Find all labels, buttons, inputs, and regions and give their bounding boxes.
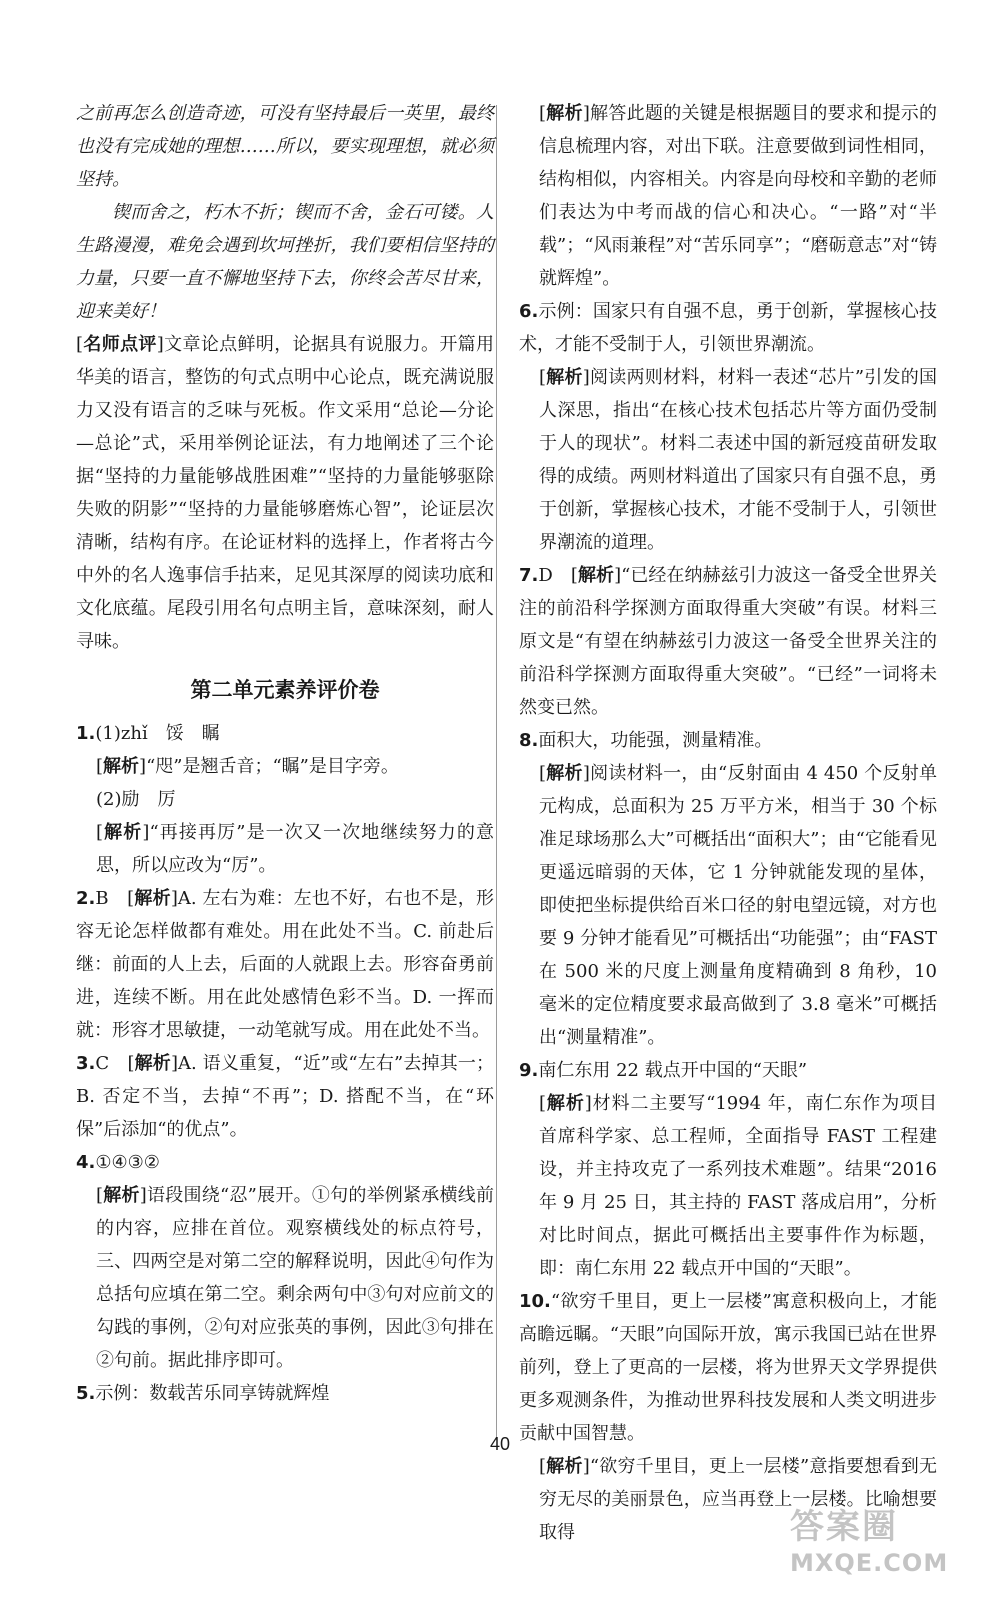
explanation-text: 阅读两则材料，材料一表述“芯片”引发的国人深思，指出“在核心技术包括芯片等方面仍受制于人的现状”。材料二表述中国的新冠疫苗研发取得的成绩。两则材料道出了国家只有自强不息，勇于创新，掌握核心技术，才能不受制于人，引领世界潮流的道理。	[539, 367, 938, 553]
explanation-text: 材料二主要写“1994 年，南仁东作为项目首席科学家、总工程师，全面指导 FAST 工程建设，并主持攻克了一系列技术难题”。结果“2016 年 9 月 25 日，其主持的 FAST 落成启用”，分析对比时间点，据此可概括出主要事件作为标题，即：南仁东用 22 载点开中国的“天眼”。	[539, 1093, 937, 1279]
explanation-label: 解析	[103, 822, 143, 843]
essay-paragraph: 之前再怎么创造奇迹，可没有坚持最后一英里，最终也没有完成她的理想……所以，要实现理想，就必须坚持。	[76, 103, 494, 190]
question-5-explanation: [解析]解答此题的关键是根据题目的要求和提示的信息梳理内容，对出下联。注意要做到词性相同，结构相似，内容相关。内容是向母校和辛勤的老师们表达为中考而战的信心和决心。“一路”对“半载”；“风雨兼程”对“苦乐同享”；“磨砺意志”对“铸就辉煌”。	[539, 103, 938, 289]
section-title: 第二单元素养评价卷	[190, 678, 380, 702]
question-10-explanation: [解析]“欲穷千里目，更上一层楼”意指要想看到无穷无尽的美丽景色，应当再登上一层楼。比喻想要取得	[539, 1456, 938, 1543]
teacher-comment: [名师点评]文章论点鲜明，论据具有说服力。开篇用华美的语言，整饬的句式点明中心论点，既充满说服力又没有语言的乏味与死板。作文采用“总论—分论—总论”式，采用举例论证法，有力地阐述了三个论据“坚持的力量能够战胜困难”“坚持的力量能够驱除失败的阴影”“坚持的力量能够磨炼心智”，论证层次清晰，结构有序。在论证材料的选择上，作者将古今中外的名人逸事信手拈来，足见其深厚的阅读功底和文化底蕴。尾段引用名句点明主旨，意味深刻，耐人寻味。	[76, 334, 495, 652]
answer-text: 示例：数载苦乐同享铸就辉煌	[95, 1383, 330, 1404]
question-9-explanation: [解析]材料二主要写“1994 年，南仁东作为项目首席科学家、总工程师，全面指导 FAST 工程建设，并主持攻克了一系列技术难题”。结果“2016 年 9 月 25 日，其主持的 FAST 落成启用”，分析对比时间点，据此可概括出主要事件作为标题，即：南仁东用 22 载点开中国的“天眼”。	[539, 1093, 937, 1279]
explanation-label: 解析	[134, 888, 171, 909]
question-number: 10.	[519, 1291, 551, 1312]
question-1-explanation-2: [解析]“再接再厉”是一次又一次地继续努力的意思，所以应改为“厉”。	[96, 822, 495, 876]
answer-text: (1)zhǐ 馁 瞩	[95, 723, 220, 744]
explanation-text: “已经在纳赫兹引力波这一备受全世界关注的前沿科学探测方面取得重大突破”有误。材料三原文是“有望在纳赫兹引力波这一备受全世界关注的前沿科学探测方面取得重大突破”。“已经”一词将未然变已然。	[519, 565, 938, 718]
explanation-text: “再接再厉”是一次又一次地继续努力的意思，所以应改为“厉”。	[96, 822, 495, 876]
page-number: 40	[489, 1434, 511, 1454]
question-4-answer	[76, 1146, 494, 1179]
column-divider	[496, 105, 497, 1440]
answer-text: B	[95, 888, 109, 909]
explanation-text: “欲穷千里目，更上一层楼”意指要想看到无穷无尽的美丽景色，应当再登上一层楼。比喻想要取得	[539, 1456, 938, 1543]
question-number: 5.	[76, 1383, 96, 1404]
question-number: 9.	[519, 1060, 539, 1081]
question-3: 3.C [解析]A. 语义重复，“近”或“左右”去掉其一；B. 否定不当，去掉“不再”；D. 搭配不当，在“环保”后添加“的优点”。	[76, 1053, 495, 1140]
explanation-label: 解析	[577, 565, 615, 586]
explanation-label: 解析	[103, 1185, 140, 1206]
explanation-label: 解析	[546, 103, 583, 124]
answer-text: 示例：国家只有自强不息，勇于创新，掌握核心技术，才能不受制于人，引领世界潮流。	[519, 301, 937, 355]
question-1-answer-1	[76, 717, 494, 750]
comment-label: 名师点评	[83, 334, 157, 355]
question-8-answer	[519, 724, 937, 757]
essay-paragraph: 锲而舍之，朽木不折；锲而不舍，金石可镂。人生路漫漫，难免会遇到坎坷挫折，我们要相信坚持的力量，只要一直不懈地坚持下去，你终会苦尽甘来，迎来美好！	[76, 202, 494, 322]
question-number: 7.	[519, 565, 539, 586]
question-8-explanation: [解析]阅读材料一，由“反射面由 4 450 个反射单元构成，总面积为 25 万平方米，相当于 30 个标准足球场那么大”可概括出“面积大”；由“它能看见更遥远暗弱的天体，它 1 分钟就能发现的星体，即使把坐标提供给百米口径的射电望远镜，对方也要 9 分钟才能看见”可概括出“功能强”；由“FAST 在 500 米的尺度上测量角度精确到 8 角秒，10 毫米的定位精度要求最高做到了 3.8 毫米”可概括出“测量精准”。	[539, 763, 937, 1048]
explanation-text: A. 左右为难：左也不好，右也不是，形容无论怎样做都有难处。用在此处不当。C. 前赴后继：前面的人上去，后面的人就跟上去。形容奋勇前进，连续不断。用在此处感情色彩不当。D. 一挥而就：形容才思敏捷，一动笔就写成。用在此处不当。	[76, 888, 494, 1041]
explanation-text: 语段围绕“忍”展开。①句的举例紧承横线前的内容，应排在首位。观察横线处的标点符号，三、四两空是对第二空的解释说明，因此④句作为总括句应填在第二空。剩余两句中③句对应前文的勾践的事例，②句对应张英的事例，因此③句排在②句前。据此排序即可。	[96, 1185, 495, 1371]
explanation-label: 解析	[103, 756, 140, 777]
question-1-answer-2: (2)励 厉	[96, 789, 176, 810]
question-5-answer	[76, 1377, 494, 1410]
question-number: 3.	[76, 1053, 96, 1074]
watermark-logo-text: 答案圈	[790, 1507, 898, 1547]
question-number: 1.	[76, 723, 96, 744]
question-number: 4.	[76, 1152, 96, 1173]
question-10-answer	[519, 1285, 937, 1450]
explanation-label: 解析	[546, 763, 583, 784]
explanation-label: 解析	[546, 1093, 585, 1114]
question-number: 6.	[519, 301, 539, 322]
answer-text: ①④③②	[95, 1152, 160, 1173]
right-column	[519, 97, 937, 1549]
comment-text: 文章论点鲜明，论据具有说服力。开篇用华美的语言，整饬的句式点明中心论点，既充满说服力又没有语言的乏味与死板。作文采用“总论—分论—总论”式，采用举例论证法，有力地阐述了三个论据“坚持的力量能够战胜困难”“坚持的力量能够驱除失败的阴影”“坚持的力量能够磨炼心智”，论证层次清晰，结构有序。在论证材料的选择上，作者将古今中外的名人逸事信手拈来，足见其深厚的阅读功底和文化底蕴。尾段引用名句点明主旨，意味深刻，耐人寻味。	[76, 334, 495, 652]
question-6-answer	[519, 295, 937, 361]
question-1-explanation-1: [解析]“咫”是翘舌音；“瞩”是目字旁。	[96, 756, 399, 777]
answer-text: C	[95, 1053, 110, 1074]
explanation-text: 解答此题的关键是根据题目的要求和提示的信息梳理内容，对出下联。注意要做到词性相同，结构相似，内容相关。内容是向母校和辛勤的老师们表达为中考而战的信心和决心。“一路”对“半载”；“风雨兼程”对“苦乐同享”；“磨砺意志”对“铸就辉煌”。	[539, 103, 938, 289]
answer-text: “欲穷千里目，更上一层楼”寓意积极向上，才能高瞻远瞩。“天眼”向国际开放，寓示我国已站在世界前列，登上了更高的一层楼，将为世界天文学界提供更多观测条件，为推动世界科技发展和人类文明进步贡献中国智慧。	[519, 1291, 937, 1444]
question-number: 8.	[519, 730, 539, 751]
question-number: 2.	[76, 888, 96, 909]
answer-text: D	[538, 565, 553, 586]
question-9-answer	[519, 1054, 937, 1087]
answer-text: 南仁东用 22 载点开中国的“天眼”	[538, 1060, 808, 1081]
question-4-explanation: [解析]语段围绕“忍”展开。①句的举例紧承横线前的内容，应排在首位。观察横线处的标点符号，三、四两空是对第二空的解释说明，因此④句作为总括句应填在第二空。剩余两句中③句对应前文的勾践的事例，②句对应张英的事例，因此③句排在②句前。据此排序即可。	[96, 1185, 495, 1371]
question-2: 2.B [解析]A. 左右为难：左也不好，右也不是，形容无论怎样做都有难处。用在此处不当。C. 前赴后继：前面的人上去，后面的人就跟上去。形容奋勇前进，连续不断。用在此处感情色彩不当。D. 一挥而就：形容才思敏捷，一动笔就写成。用在此处不当。	[76, 888, 494, 1041]
explanation-text: “咫”是翘舌音；“瞩”是目字旁。	[146, 756, 399, 777]
answer-text: 面积大，功能强，测量精准。	[538, 730, 773, 751]
left-column	[76, 97, 494, 1410]
explanation-text: 阅读材料一，由“反射面由 4 450 个反射单元构成，总面积为 25 万平方米，相当于 30 个标准足球场那么大”可概括出“面积大”；由“它能看见更遥远暗弱的天体，它 1 分钟就能发现的星体，即使把坐标提供给百米口径的射电望远镜，对方也要 9 分钟才能看见”可概括出“功能强”；由“FAST 在 500 米的尺度上测量角度精确到 8 角秒，10 毫米的定位精度要求最高做到了 3.8 毫米”可概括出“测量精准”。	[539, 763, 937, 1048]
question-6-explanation: [解析]阅读两则材料，材料一表述“芯片”引发的国人深思，指出“在核心技术包括芯片等方面仍受制于人的现状”。材料二表述中国的新冠疫苗研发取得的成绩。两则材料道出了国家只有自强不息，勇于创新，掌握核心技术，才能不受制于人，引领世界潮流的道理。	[539, 367, 938, 553]
explanation-label: 解析	[546, 367, 583, 388]
watermark-logo	[790, 1505, 990, 1595]
question-7: 7.D [解析]“已经在纳赫兹引力波这一备受全世界关注的前沿科学探测方面取得重大突破”有误。材料三原文是“有望在纳赫兹引力波这一备受全世界关注的前沿科学探测方面取得重大突破”。“已经”一词将未然变已然。	[519, 565, 938, 718]
explanation-label: 解析	[546, 1456, 583, 1477]
watermark-url: MXQE.COM	[790, 1549, 949, 1577]
explanation-text: A. 语义重复，“近”或“左右”去掉其一；B. 否定不当，去掉“不再”；D. 搭配不当，在“环保”后添加“的优点”。	[76, 1053, 495, 1140]
explanation-label: 解析	[134, 1053, 171, 1074]
